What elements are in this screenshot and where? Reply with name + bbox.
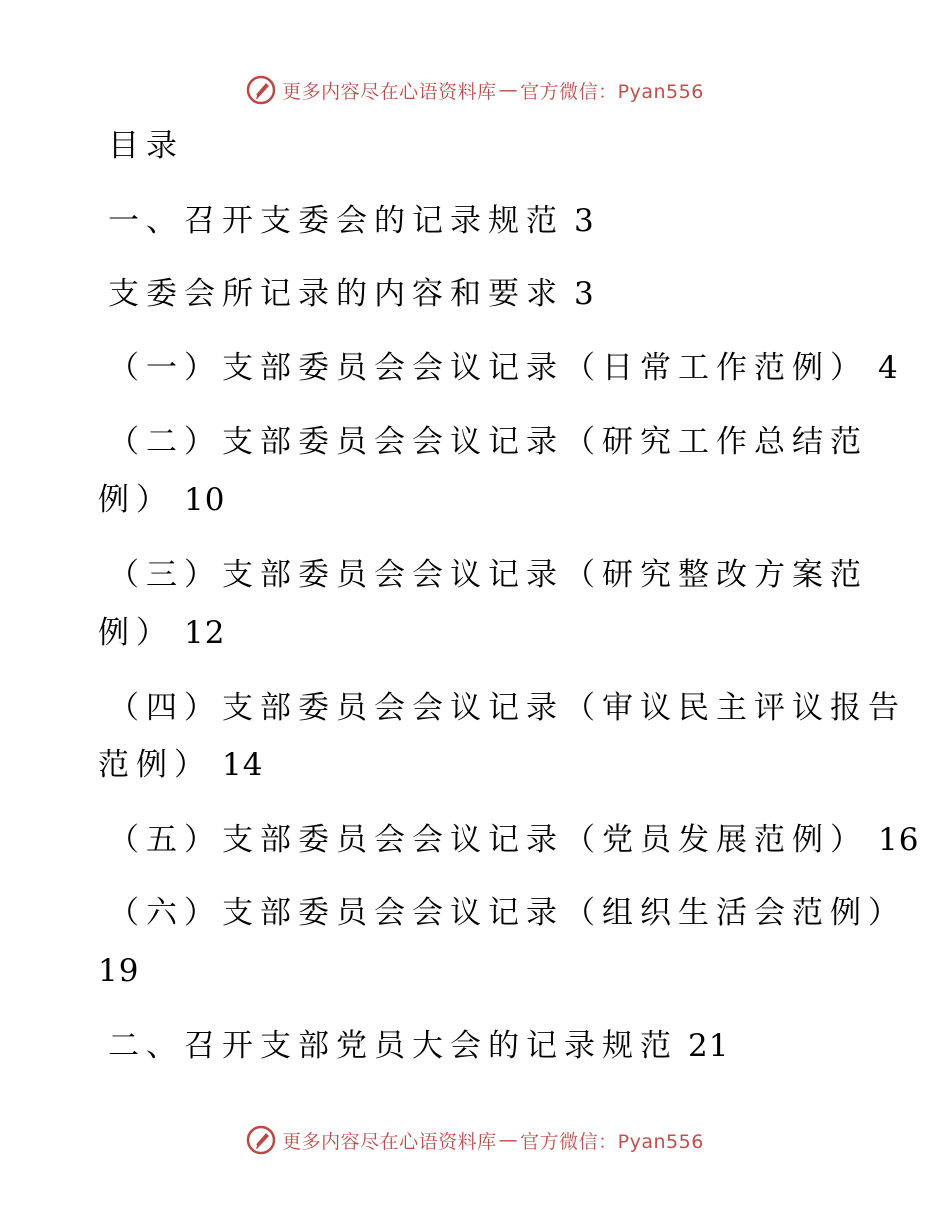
- pen-logo-icon: [246, 1125, 276, 1155]
- toc-entry-continuation: [98, 613, 225, 653]
- watermark-separator: —: [498, 1129, 519, 1151]
- toc-entry-continuation: [98, 480, 225, 520]
- toc-entry-page: 14: [222, 747, 264, 783]
- header-watermark: [0, 70, 950, 110]
- toc-entry-text: （五）支部委员会会议记录（党员发展范例）: [108, 822, 868, 858]
- footer-watermark: [0, 1120, 950, 1160]
- toc-entry: [108, 201, 595, 241]
- pen-logo-icon: [246, 75, 276, 105]
- watermark-wechat: 官方微信：Pyan556: [520, 1130, 704, 1153]
- toc-entry-text: 一、召开支委会的记录规范: [108, 203, 564, 239]
- toc-entry-text: 二、召开支部党员大会的记录规范: [108, 1028, 678, 1064]
- toc-entry: [108, 348, 899, 388]
- watermark-text: 更多内容尽在心语资料库: [282, 80, 497, 103]
- toc-entry: [108, 1026, 729, 1066]
- toc-entry-text: （一）支部委员会会议记录（日常工作范例）: [108, 350, 868, 386]
- toc-entry-text: （二）支部委员会会议记录（研究工作总结范: [108, 424, 868, 460]
- toc-entry-text: （四）支部委员会会议记录（审议民主评议报告: [108, 690, 906, 726]
- toc-entry: [108, 274, 595, 314]
- toc-entry-page: 16: [878, 822, 920, 858]
- toc-entry-text: （三）支部委员会会议记录（研究整改方案范: [108, 557, 868, 593]
- toc-entry-page: 3: [574, 203, 595, 239]
- toc-entry-continuation: [98, 745, 263, 785]
- toc-entry-text: （六）支部委员会会议记录（组织生活会范例）: [108, 895, 906, 931]
- watermark-text: 更多内容尽在心语资料库: [282, 1130, 497, 1153]
- toc-entry: [108, 893, 906, 933]
- watermark-wechat: 官方微信：Pyan556: [520, 80, 704, 103]
- toc-entry: [108, 555, 868, 595]
- toc-entry: [108, 820, 919, 860]
- toc-entry-page: 10: [184, 482, 226, 518]
- toc-entry: [108, 422, 868, 462]
- toc-entry-page: 4: [878, 350, 899, 386]
- toc-entry-continuation: [98, 951, 139, 991]
- toc-entry-page: 3: [574, 276, 595, 312]
- toc-entry-text: 例）: [98, 615, 174, 651]
- toc-entry-text: 范例）: [98, 747, 212, 783]
- toc-entry-text: 例）: [98, 482, 174, 518]
- toc-entry: [108, 688, 906, 728]
- watermark-separator: —: [498, 79, 519, 101]
- toc-entry-page: 21: [688, 1028, 730, 1064]
- toc-title: 目录: [108, 128, 184, 164]
- toc-entry-page: 19: [98, 953, 140, 989]
- toc-entry-page: 12: [184, 615, 226, 651]
- toc-entry-text: 支委会所记录的内容和要求: [108, 276, 564, 312]
